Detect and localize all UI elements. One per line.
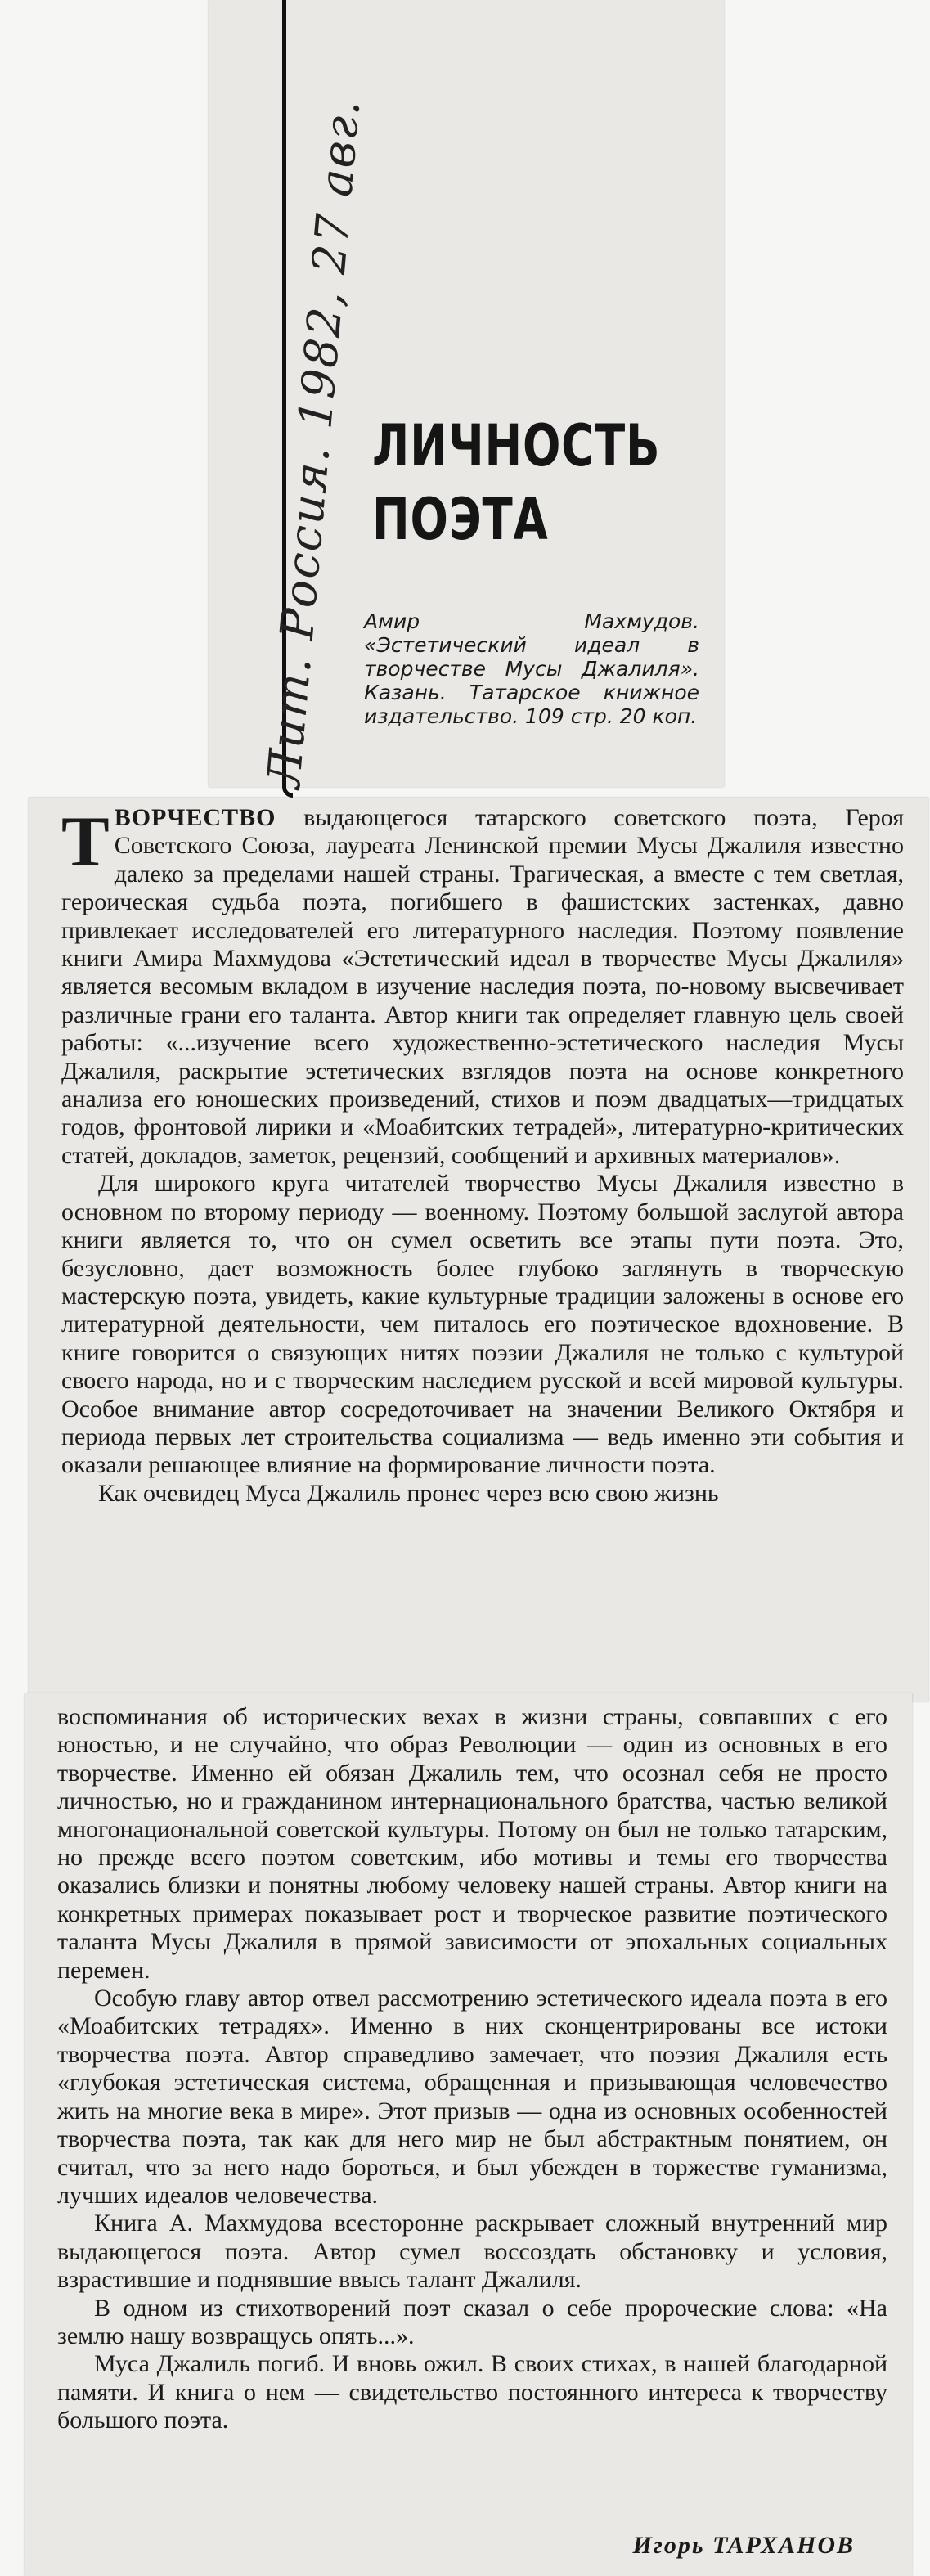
handwritten-note: Лит. Россия. 1982, 27 авг. xyxy=(258,96,371,790)
article-clipping-1 xyxy=(29,798,928,1702)
paragraph-1-text: выдающегося татарского советского поэта, Героя Советского Союза, лауреата Ленинской премии Мусы Джалиля известно далеко за пределами нашей страны. Трагическая, а вместе с тем светлая, героическая судьба поэта, погибшего в фашистских застенках, давно привлекает исследователей его литературного наследия. Поэтому появление книги Амира Махмудова «Эстетический идеал в творчестве Мусы Джалиля» является весомым вкладом в изучение наследия поэта, по-новому высвечивает различные грани его таланта. Автор книги так определяет главную цель своей работы: «...изучение всего художественно-эстетического наследия Мусы Джалиля, раскрытие эстетических взглядов поэта на основе конкретного анализа его юношеских произведений, стихов и поэм двадцатых—тридцатых годов, фронтовой лирики и «Моабитских тетрадей», литературно-критических статей, докладов, заметок, рецензий, сообщений и архивных материалов». xyxy=(61,804,904,1169)
paragraph-2: Для широкого круга читателей творчество Мусы Джалиля известно в основном по второму периоду — военному. Поэтому большой заслугой автора книги является то, что он сумел осветить все этапы пути поэта. Это, безусловно, дает возможность более глубоко заглянуть в творческую мастерскую поэта, увидеть, какие культурные традиции заложены в основе его литературной деятельности, чем питалось его поэтическое вдохновение. В книге говорится о связующих нитях поэзии Джалиля не только с культурой своего народа, но и с творческим наследием русской и всей мировой культуры. Особое внимание автор сосредоточивает на значении Великого Октября и периода первых лет строительства социализма — ведь именно эти события и оказали решающее влияние на формирование личности поэта. xyxy=(61,1170,904,1479)
paragraph-4: Особую главу автор отвел рассмотрению эстетического идеала поэта в его «Моабитских тетрадях». Именно в них сконцентрированы все истоки творчества поэта. Автор справедливо замечает, что поэзия Джалиля есть «глубокая эстетическая система, обращенная и призывающая человечество жить на многие века в мире». Этот призыв — одна из основных особенностей творчества поэта, так как для него мир не был абстрактным понятием, он считал, что за него надо бороться, и был убежден в торжестве гуманизма, лучших идеалов человечества. xyxy=(57,1985,887,2209)
headline-line-2: ПОЭТА xyxy=(372,486,549,553)
lead-word: ВОРЧЕСТВО xyxy=(114,804,276,831)
author-signature: Игорь ТАРХАНОВ xyxy=(632,2532,855,2559)
paragraph-5: Книга А. Махмудова всесторонне раскрывает сложный внутренний мир выдающегося поэта. Автор сумел воссоздать обстановку и условия, взрастившие и поднявшие ввысь талант Джалиля. xyxy=(57,2210,887,2294)
book-reference: Амир Махмудов. «Эстетический идеал в творчестве Мусы Джалиля». Казань. Татарское книжное издательство. 109 стр. 20 коп. xyxy=(364,609,699,728)
drop-cap: Т xyxy=(61,802,110,882)
paragraph-3-continued: воспоминания об исторических вехах в жизни страны, совпавших с его юностью, и не случайно, что образ Революции — один из основных в его творчестве. Именно ей обязан Джалиль тем, что осознал себя не просто личностью, но и гражданином интернационального братства, частью великой многонациональной советской культуры. Потому он был не только татарским, но прежде всего поэтом советским, ибо мотивы и темы его творчества оказались близки и понятны любому человеку нашей страны. Автор книги на конкретных примерах показывает рост и творческое развитие поэтического таланта Мусы Джалиля в прямой зависимости от эпохальных социальных перемен. xyxy=(57,1703,887,1984)
headline-line-1: ЛИЧНОСТЬ xyxy=(372,412,661,479)
paragraph-7: Муса Джалиль погиб. И вновь ожил. В своих стихах, в нашей благодарной памяти. И книга о нем — свидетельство постоянного интереса к творчеству большого поэта. xyxy=(57,2350,887,2434)
header-clipping xyxy=(209,0,724,790)
paragraph-6: В одном из стихотворений поэт сказал о себе пророческие слова: «На землю нашу возвращусь опять...». xyxy=(57,2294,887,2349)
paragraph-3-start: Как очевидец Муса Джалиль пронес через всю свою жизнь xyxy=(98,1479,719,1507)
article-body-part-1 xyxy=(61,804,904,1508)
paragraph-1 xyxy=(61,804,904,1170)
article-body-part-2 xyxy=(57,1703,887,2435)
headline xyxy=(372,409,660,556)
article-clipping-2 xyxy=(25,1693,912,2576)
